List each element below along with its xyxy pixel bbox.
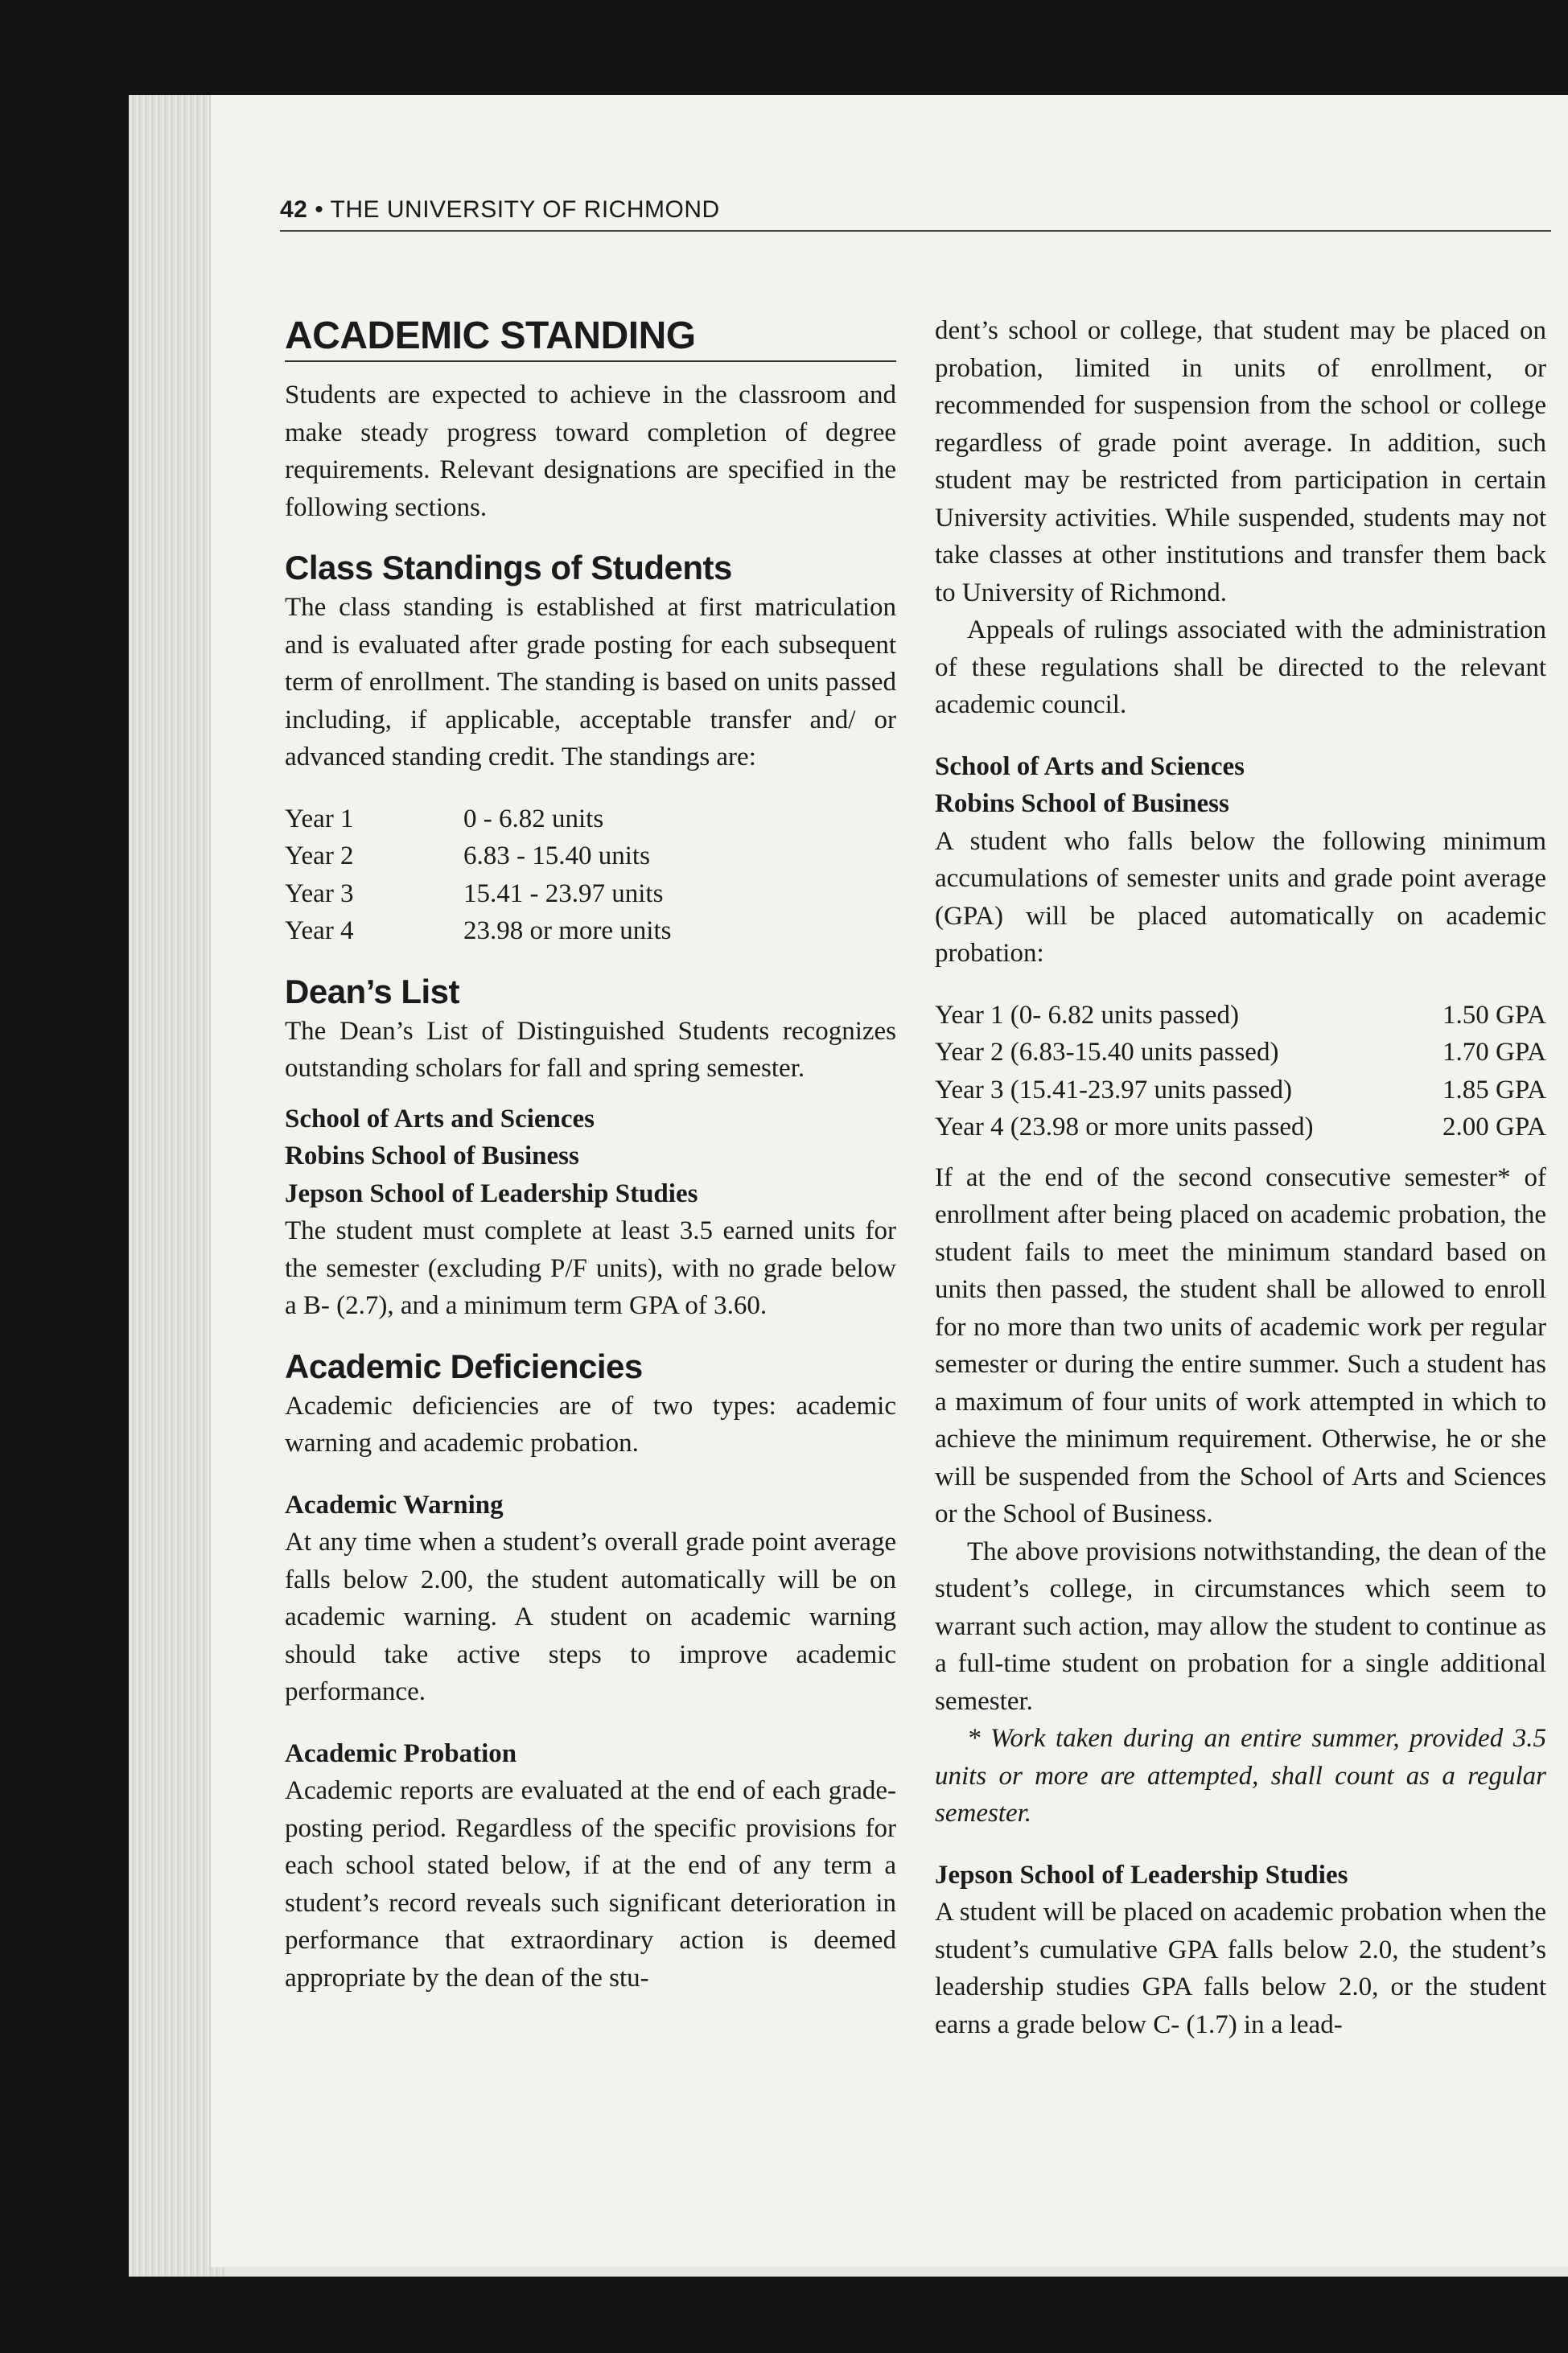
academic-warning-heading: Academic Warning — [285, 1490, 504, 1520]
table-row — [935, 1034, 1546, 1072]
table-row — [285, 837, 671, 875]
book-page — [211, 95, 1568, 2267]
standing-units: 23.98 or more units — [463, 916, 672, 945]
table-row — [285, 800, 671, 838]
class-standings-body: The class standing is established at first matriculation and is evaluated after grade posting for each subsequent term of enrollment. The standing is based on units passed including, if applicable, acceptable transfer and/ or advanced standing credit. The standings are: — [285, 593, 896, 771]
table-row — [935, 1109, 1546, 1146]
gpa-year-label: Year 1 (0- 6.82 units passed) — [935, 1000, 1239, 1030]
standing-year: Year 2 — [285, 841, 354, 870]
gpa-value: 1.85 GPA — [1442, 1075, 1546, 1105]
standing-units: 0 - 6.82 units — [463, 804, 604, 833]
class-standings-table — [285, 800, 671, 950]
running-head — [280, 196, 720, 224]
academic-probation-heading: Academic Probation — [285, 1738, 517, 1768]
gpa-requirements-table — [935, 997, 1546, 1146]
gpa-year-label: Year 4 (23.98 or more units passed) — [935, 1113, 1314, 1142]
standing-year: Year 1 — [285, 804, 354, 833]
minimum-accumulations-body: A student who falls below the following minimum accumulations of semester units and grade point average (GPA) will be placed automatically on academic probation: — [935, 826, 1546, 968]
deans-list-heading: Dean’s List — [285, 972, 460, 1010]
school-name: School of Arts and Sciences — [285, 1104, 595, 1133]
school-name: Robins School of Business — [285, 1142, 579, 1170]
right-column — [935, 312, 1546, 2043]
second-semester-paragraph: If at the end of the second consecutive semester* of enrollment after being placed on academic probation, the student fails to meet the minimum standard based on units then passed, the student shall be allowed to enroll for no more than two units of academic work per regular semester or during the entire summer. Such a student has a maximum of four units of work attempted in which to achieve the minimum requirement. Otherwise, he or she will be suspended from the School of Arts and Sciences or the School of Business. — [935, 1162, 1546, 1528]
gpa-value: 2.00 GPA — [1442, 1113, 1546, 1142]
jepson-body: A student will be placed on academic probation when the student’s cumulative GPA falls below 2.0, the student’s leadership studies GPA falls below 2.0, or the student earns a grade below C- (1.7) in a lead- — [935, 1898, 1546, 2039]
academic-probation-body: Academic reports are evaluated at the end of each grade-posting period. Regardless of the specific provisions for each school stated below, if at the end of any term a student’s record reveals such significant deterioration in performance that extraordinary action is deemed appropriate by the dean of the stu- — [285, 1776, 896, 1993]
table-row — [935, 997, 1546, 1035]
school-name: Robins School of Business — [935, 789, 1229, 818]
standing-units: 15.41 - 23.97 units — [463, 878, 664, 908]
table-row — [285, 912, 671, 950]
deans-list-body: The Dean’s List of Distinguished Students recognizes outstanding scholars for fall and spring semester. — [285, 1016, 896, 1083]
gpa-year-label: Year 3 (15.41-23.97 units passed) — [935, 1075, 1292, 1105]
standing-year: Year 3 — [285, 878, 354, 908]
school-name: School of Arts and Sciences — [935, 751, 1245, 781]
probation-continuation: dent’s school or college, that student may be placed on probation, limited in units of enrollment, or recommended for suspension from the school or college regardless of grade point average. In addition, such student may be restricted from participation in certain University activities. While suspended, students may not take classes at other institutions and transfer them back to University of Richmond. — [935, 316, 1546, 607]
page-number: 42 — [280, 196, 308, 223]
appeals-paragraph: Appeals of rulings associated with the administration of these regulations shall be directed to the relevant academic council. — [935, 615, 1546, 719]
jepson-heading: Jepson School of Leadership Studies — [935, 1860, 1348, 1890]
header-title: THE UNIVERSITY OF RICHMOND — [330, 196, 720, 223]
gpa-value: 1.50 GPA — [1442, 1000, 1546, 1030]
table-row — [285, 875, 671, 913]
school-name: Jepson School of Leadership Studies — [285, 1179, 698, 1208]
provisions-paragraph: The above provisions notwithstanding, the dean of the student’s college, in circumstances which seem to warrant such action, may allow the student to continue as a full-time student on probation for a single additional semester. — [935, 1536, 1546, 1716]
deans-list-requirement: The student must complete at least 3.5 earned units for the semester (excluding P/F units), with no grade below a B- (2.7), and a minimum term GPA of 3.60. — [285, 1216, 896, 1320]
academic-deficiencies-body: Academic deficiencies are of two types: academic warning and academic probation. — [285, 1391, 896, 1458]
running-header — [280, 188, 1551, 232]
academic-standing-heading: ACADEMIC STANDING — [285, 312, 896, 362]
summer-footnote: * Work taken during an entire summer, provided 3.5 units or more are attempted, shall count as a regular semester. — [935, 1724, 1546, 1828]
table-row — [935, 1072, 1546, 1109]
gpa-value: 1.70 GPA — [1442, 1038, 1546, 1067]
academic-warning-body: At any time when a student’s overall grade point average falls below 2.00, the student automatically will be on academic warning. A student on academic warning should take active steps to improve academic performance. — [285, 1528, 896, 1706]
gpa-year-label: Year 2 (6.83-15.40 units passed) — [935, 1038, 1279, 1067]
left-column — [285, 312, 896, 1997]
header-separator: • — [315, 196, 324, 223]
academic-standing-body: Students are expected to achieve in the classroom and make steady progress toward completion of degree requirements. Relevant designations are specified in the following sections. — [285, 381, 896, 522]
academic-deficiencies-heading: Academic Deficiencies — [285, 1347, 643, 1385]
class-standings-heading: Class Standings of Students — [285, 549, 732, 586]
standing-units: 6.83 - 15.40 units — [463, 841, 650, 870]
standing-year: Year 4 — [285, 916, 354, 945]
